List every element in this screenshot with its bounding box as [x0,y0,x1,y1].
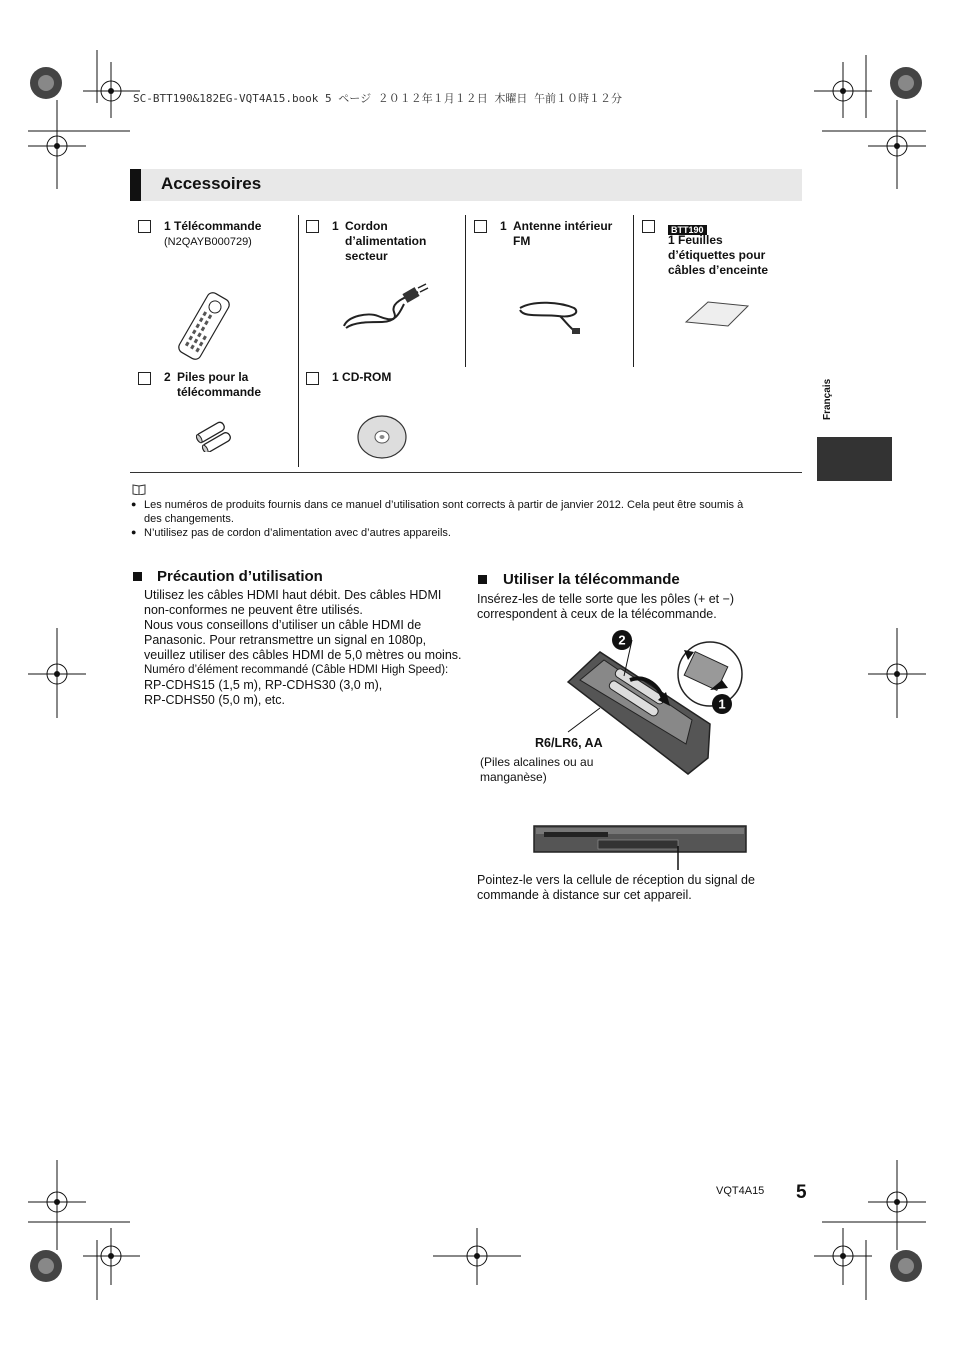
divider [633,215,634,367]
remote-control-icon [166,288,242,364]
accessory-batteries-qty: 2 [164,370,171,384]
accessory-fm-antenna-qty: 1 [500,219,507,233]
step-2-marker: 2 [618,632,626,648]
checkbox[interactable] [138,372,151,385]
accessory-batteries: Piles pour la télécommande [177,370,262,399]
step-1-marker: 1 [718,696,726,712]
cd-rom-icon [356,414,408,460]
accessory-power-cord: Cordon d’alimentation secteur [345,219,427,263]
power-cord-icon [338,282,430,334]
label-sheet-icon [682,298,752,330]
accessory-remote-code: (N2QAYB000729) [164,236,252,248]
divider [298,215,299,467]
checkbox[interactable] [306,372,319,385]
model-code: VQT4A15 [716,1185,765,1197]
remote-title: Utiliser la télécommande [503,571,680,588]
accessory-cd-rom: 1 CD-ROM [332,370,392,384]
note-line: N’utilisez pas de cordon d’alimentation avec d’autres appareils. [144,527,451,539]
section-title-bar [130,169,802,201]
title-stripe [130,169,141,201]
battery-type-label: R6/LR6, AA [535,736,603,750]
divider [130,472,802,473]
remote-instructions: Insérez-les de telle sorte que les pôles (+ et −) correspondent à ceux de la télécommande. [477,592,735,621]
page-number: 5 [796,1182,807,1203]
precaution-title: Précaution d’utilisation [157,568,323,585]
section-square-icon [133,572,142,581]
batteries-icon [194,420,236,452]
file-header: SC-BTT190&182EG-VQT4A15.book 5 ページ ２０１２年１月１２日 木曜日 午前１０時１２分 [133,92,622,105]
note-book-icon [132,484,146,495]
player-unit-illustration [532,822,748,872]
checkbox[interactable] [138,220,151,233]
accessory-label-sheets: 1 Feuilles d’étiquettes pour câbles d’enceinte [668,233,769,277]
accessory-remote: 1 Télécommande [164,219,262,233]
battery-note: (Piles alcalines ou au manganèse) [480,755,594,784]
language-tab-label: Français [822,378,833,420]
bullet-icon: ● [131,527,137,537]
precaution-text: Utilisez les câbles HDMI haut débit. Des câbles HDMI non-conformes ne peuvent être utilisés. Nous vous conseillons d’utiliser un câble HDMI de Panasonic. Pour retransmettre un signal en 1080p, veuillez utiliser des câbles HDMI de 5,0 mètres ou moins. Numéro d’élément recommandé (Câble HDMI High Speed): RP-CDHS15 (1,5 m), RP-CDHS30 (3,0 m), RP-CDHS50 (5,0 m), etc. [144,588,462,707]
checkbox[interactable] [306,220,319,233]
checkbox[interactable] [642,220,655,233]
bullet-icon: ● [131,499,137,509]
note-line: Les numéros de produits fournis dans ce manuel d’utilisation sont corrects à partir de janvier 2012. Cela peut être soumis à [144,499,744,511]
point-instructions: Pointez-le vers la cellule de réception du signal de commande à distance sur cet appareil. [477,873,755,902]
remote-battery-illustration [560,628,750,776]
language-tab [817,437,892,481]
model-badge: BTT190 [668,220,707,238]
fm-antenna-icon [514,296,586,338]
accessory-fm-antenna: Antenne intérieur FM [513,219,613,248]
note-line: des changements. [144,513,234,525]
accessory-power-cord-qty: 1 [332,219,339,233]
section-title: Accessoires [161,174,262,193]
divider [465,215,466,367]
checkbox[interactable] [474,220,487,233]
section-square-icon [478,575,487,584]
